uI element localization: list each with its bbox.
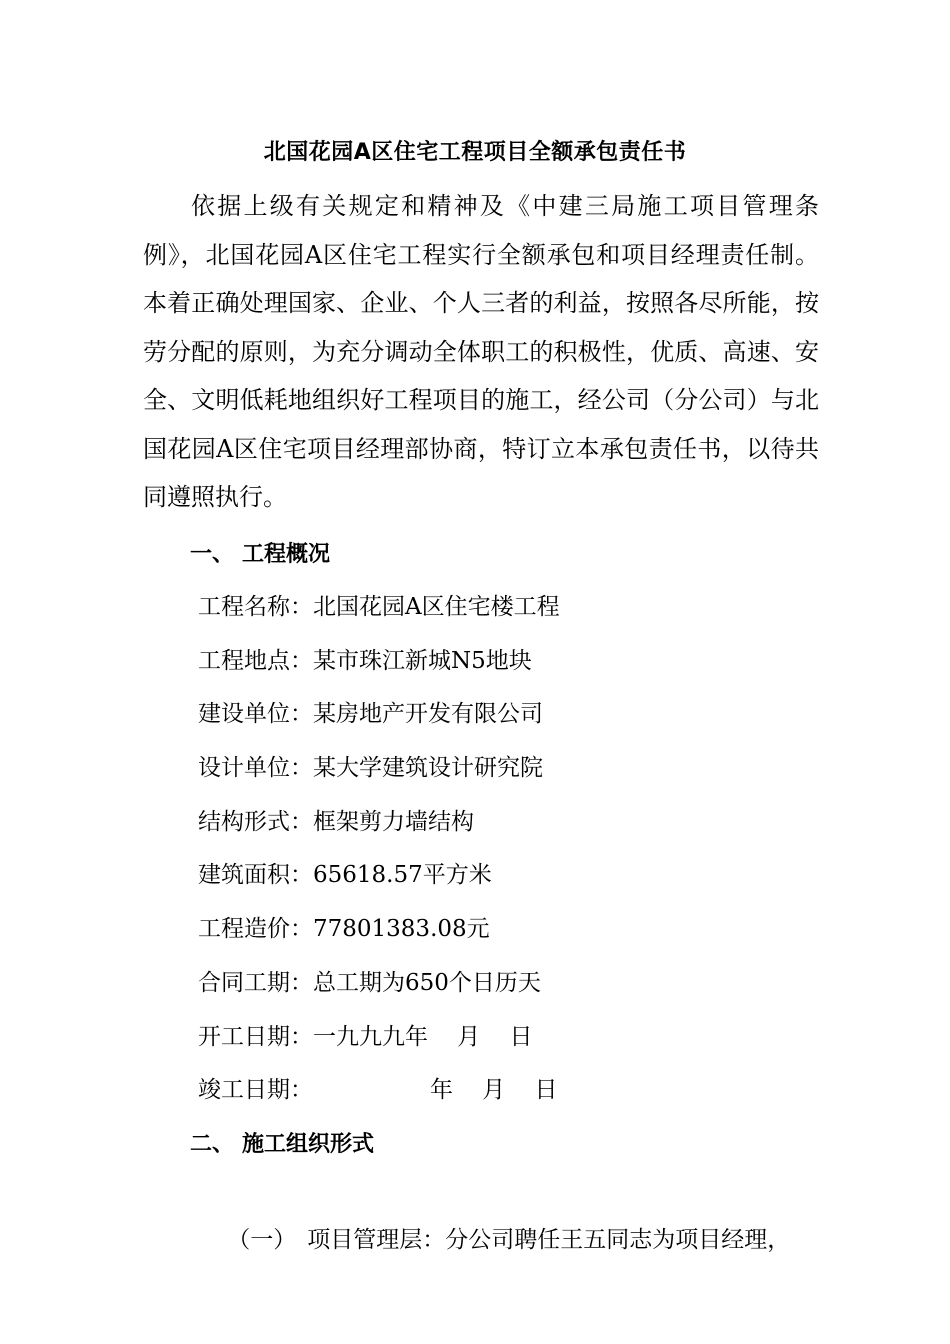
info-label: 工程名称： bbox=[198, 594, 313, 620]
section-heading-overview bbox=[190, 537, 330, 573]
section-label: 施工组织形式 bbox=[242, 1132, 375, 1157]
info-row-start-date bbox=[198, 1017, 560, 1071]
info-label: 设计单位： bbox=[198, 755, 313, 782]
info-value: 77801383.08元 bbox=[313, 916, 490, 943]
info-value: 框架剪力墙结构 bbox=[313, 808, 474, 835]
info-row-location bbox=[198, 641, 560, 695]
project-info-list bbox=[198, 587, 560, 1124]
section-heading-organization bbox=[190, 1127, 374, 1163]
section-number: 一、 bbox=[190, 542, 235, 567]
section-number: 二、 bbox=[190, 1132, 235, 1157]
info-value: 某大学建筑设计研究院 bbox=[313, 755, 543, 782]
info-row-duration bbox=[198, 963, 560, 1017]
subsection-management bbox=[198, 1180, 838, 1300]
subsection-text: 项目管理层：分公司聘任王五同志为项目经理， bbox=[307, 1227, 791, 1253]
info-label: 工程地点： bbox=[198, 647, 313, 674]
info-label: 结构形式： bbox=[198, 808, 313, 835]
intro-paragraph: 依据上级有关规定和精神及《中建三局施工项目管理条例》，北国花园A区住宅工程实行全额承包和项目经理责任制。本着正确处理国家、企业、个人三者的利益，按照各尽所能，按劳分配的原则，为充分调动全体职工的积极性，优质、高速、安全、文明低耗地组织好工程项目的施工，经公司（分公司）与北国花园A区住宅项目经理部协商，特订立本承包责任书，以待共同遵照执行。 bbox=[143, 192, 819, 511]
info-label: 开工日期： bbox=[198, 1023, 313, 1050]
info-value: 年 月 日 bbox=[313, 1077, 558, 1104]
info-row-name bbox=[198, 587, 560, 641]
document-title: 北国花园A区住宅工程项目全额承包责任书 bbox=[263, 139, 687, 165]
info-value: 65618.57平方米 bbox=[313, 862, 492, 889]
info-label: 合同工期： bbox=[198, 969, 313, 996]
info-value: 北国花园A区住宅楼工程 bbox=[313, 594, 560, 620]
info-row-area bbox=[198, 855, 560, 909]
info-label: 建筑面积： bbox=[198, 862, 313, 889]
info-value: 一九九九年 月 日 bbox=[313, 1023, 533, 1050]
info-value: 总工期为650个日历天 bbox=[313, 969, 541, 996]
info-label: 建设单位： bbox=[198, 701, 313, 728]
info-value: 某房地产开发有限公司 bbox=[313, 701, 543, 728]
info-row-cost bbox=[198, 909, 560, 963]
info-row-designer bbox=[198, 748, 560, 802]
section-label: 工程概况 bbox=[242, 542, 331, 567]
info-row-structure bbox=[198, 802, 560, 856]
info-label: 工程造价： bbox=[198, 916, 313, 943]
info-value: 某市珠江新城N5地块 bbox=[313, 647, 532, 674]
info-row-end-date bbox=[198, 1070, 560, 1124]
subsection-number: （一） bbox=[227, 1227, 297, 1253]
info-row-client bbox=[198, 694, 560, 748]
info-label: 竣工日期： bbox=[198, 1077, 313, 1104]
